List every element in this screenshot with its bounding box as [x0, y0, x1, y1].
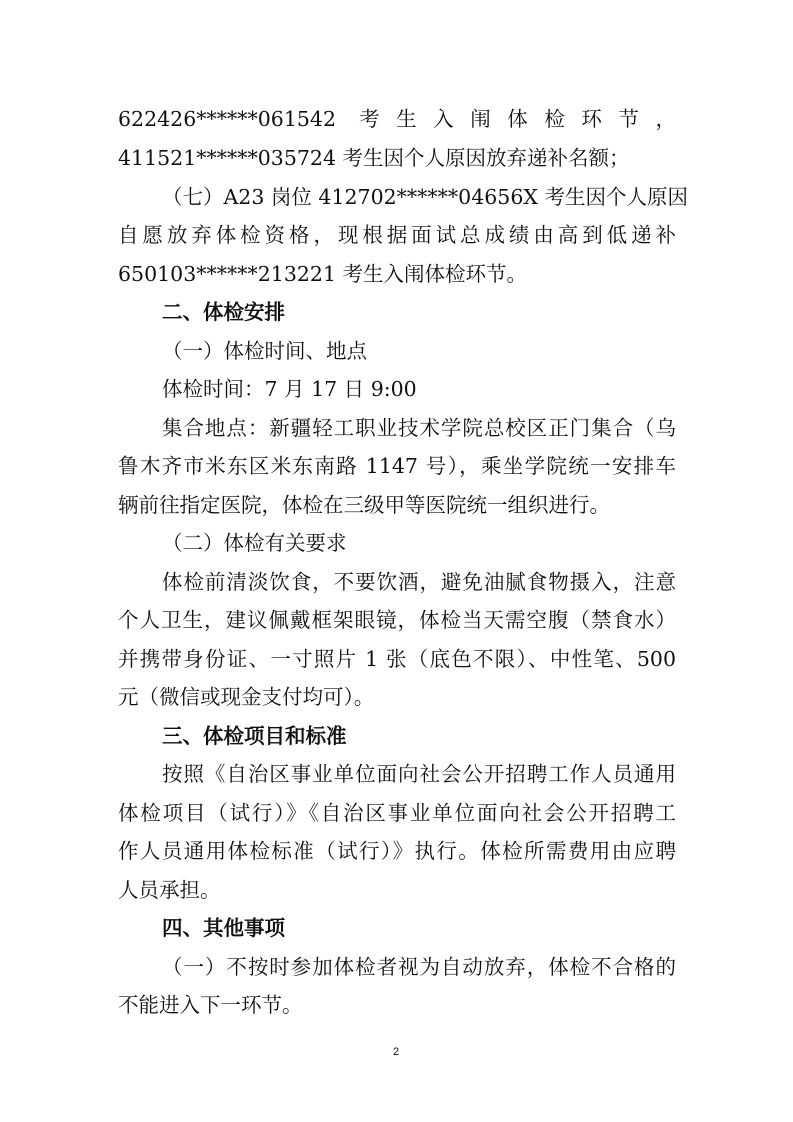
subsection-heading: （一）体检时间、地点 [162, 339, 367, 363]
paragraph-line: 作人员通用体检标准（试行）》执行。体检所需费用由应聘 [118, 839, 676, 863]
paragraph-line: （一）不按时参加体检者视为自动放弃，体检不合格的 [162, 955, 676, 979]
page-number: 2 [392, 1046, 400, 1058]
section-heading: 四、其他事项 [162, 916, 285, 940]
subsection-heading: （二）体检有关要求 [162, 531, 347, 555]
paragraph-line: 体检前清淡饮食，不要饮酒，避免油腻食物摄入，注意 [162, 570, 676, 594]
paragraph-line: 鲁木齐市米东区米东南路 1147 号），乘坐学院统一安排车 [118, 454, 676, 478]
paragraph-line: 人员承担。 [118, 878, 221, 902]
paragraph-line: 622426******061542 考生入闱体检环节， [118, 107, 676, 131]
paragraph-line: 不能进入下一环节。 [118, 993, 303, 1017]
paragraph-line: 按照《自治区事业单位面向社会公开招聘工作人员通用 [162, 762, 676, 786]
paragraph-line: 自愿放弃体检资格，现根据面试总成绩由高到低递补 [118, 223, 676, 247]
paragraph-line: 并携带身份证、一寸照片 1 张（底色不限）、中性笔、500 [118, 647, 676, 671]
paragraph-line: 650103******213221 考生入闱体检环节。 [118, 262, 528, 286]
paragraph-line: 体检时间：7 月 17 日 9:00 [162, 377, 417, 401]
paragraph-line: （七）A23 岗位 412702******04656X 考生因个人原因 [162, 185, 689, 209]
paragraph-line: 个人卫生，建议佩戴框架眼镜，体检当天需空腹（禁食水） [118, 608, 676, 632]
paragraph-line: 辆前往指定医院，体检在三级甲等医院统一组织进行。 [118, 493, 610, 517]
section-heading: 二、体检安排 [162, 300, 285, 324]
section-heading: 三、体检项目和标准 [162, 724, 347, 748]
paragraph-line: 体检项目（试行）》《自治区事业单位面向社会公开招聘工 [118, 801, 676, 825]
paragraph-line: 元（微信或现金支付均可）。 [118, 685, 375, 709]
paragraph-line: 集合地点：新疆轻工职业技术学院总校区正门集合（乌 [162, 416, 676, 440]
paragraph-line: 411521******035724 考生因个人原因放弃递补名额； [118, 146, 630, 170]
